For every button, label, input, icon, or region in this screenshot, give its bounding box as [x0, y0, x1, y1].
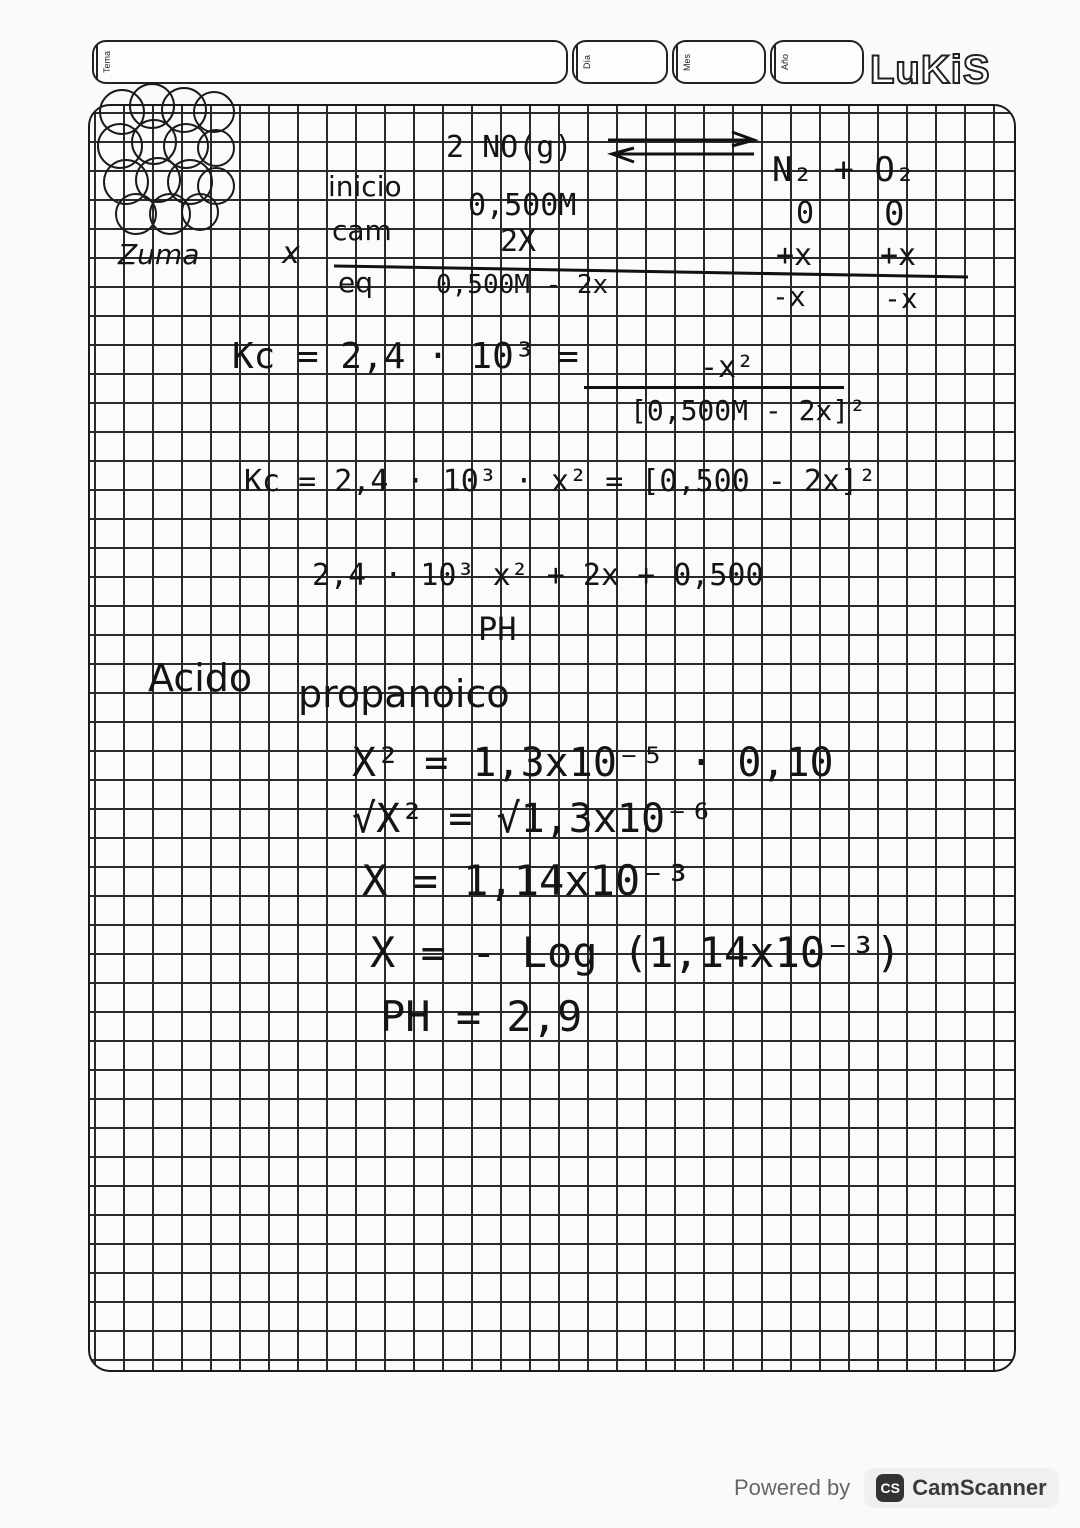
mes-field[interactable] [672, 40, 766, 84]
cam-n2: +x [776, 238, 813, 273]
camscanner-footer [734, 1466, 1059, 1510]
brand-logo: LuKiS [870, 48, 991, 92]
inicio-n2: 0 [796, 196, 815, 231]
ph-label: PH [478, 610, 517, 648]
mes-label: Mes [676, 45, 696, 79]
calc-step-4: X = - Log (1,14x10⁻³) [370, 928, 902, 977]
ano-field[interactable] [770, 40, 864, 84]
cam-reactant: 2X [500, 224, 537, 259]
reaction-reactant: 2 NO(g) [446, 130, 573, 165]
acid-title-word2: propanoico [298, 672, 510, 716]
kc-denominator: [0,500M - 2x]² [630, 394, 867, 427]
acid-title-word1: Acido [148, 656, 253, 700]
calc-step-3: X = 1,14x10⁻³ [362, 856, 691, 905]
row-label-cam: cam [332, 214, 392, 247]
equilibrium-arrows-icon [604, 128, 764, 168]
calc-step-1: X² = 1,3x10⁻⁵ · 0,10 [352, 740, 834, 786]
tema-label: Tema [96, 45, 116, 79]
dia-field[interactable] [572, 40, 668, 84]
powered-by-text: Powered by [734, 1475, 851, 1500]
calc-step-2: √X² = √1,3x10⁻⁶ [352, 796, 714, 842]
kc-quadratic: 2,4 · 10³ x² + 2x + 0,500 [312, 558, 764, 593]
inicio-o2: 0 [884, 194, 905, 234]
ano-label: Año [774, 45, 794, 79]
tema-field[interactable] [92, 40, 568, 84]
camscanner-logo-icon: CS [876, 1474, 904, 1502]
margin-note: Zuma [118, 238, 200, 271]
row-label-eq: eq [338, 266, 373, 299]
kc-expression-2: Kc = 2,4 · 10³ · x² = [0,500 - 2x]² [244, 464, 877, 499]
row-label-inicio: inicio [328, 170, 402, 203]
reaction-products: N₂ + O₂ [772, 150, 916, 190]
scribble-doodle-icon [92, 82, 242, 242]
margin-x: x [282, 236, 300, 271]
eq-reactant: 0,500M - 2x [436, 270, 609, 300]
camscanner-badge [864, 1468, 1059, 1508]
eq-n2: -x [772, 280, 806, 313]
calc-step-5: PH = 2,9 [380, 992, 583, 1041]
kc-expression-left: Kc = 2,4 · 10³ = [232, 336, 579, 377]
kc-fraction-bar [584, 386, 844, 389]
kc-numerator: -x² [700, 350, 755, 385]
camscanner-name: CamScanner [912, 1475, 1047, 1500]
eq-o2: -x [884, 282, 918, 315]
cam-o2: +x [880, 238, 917, 273]
inicio-reactant: 0,500M [468, 188, 577, 223]
dia-label: Día [576, 45, 596, 79]
